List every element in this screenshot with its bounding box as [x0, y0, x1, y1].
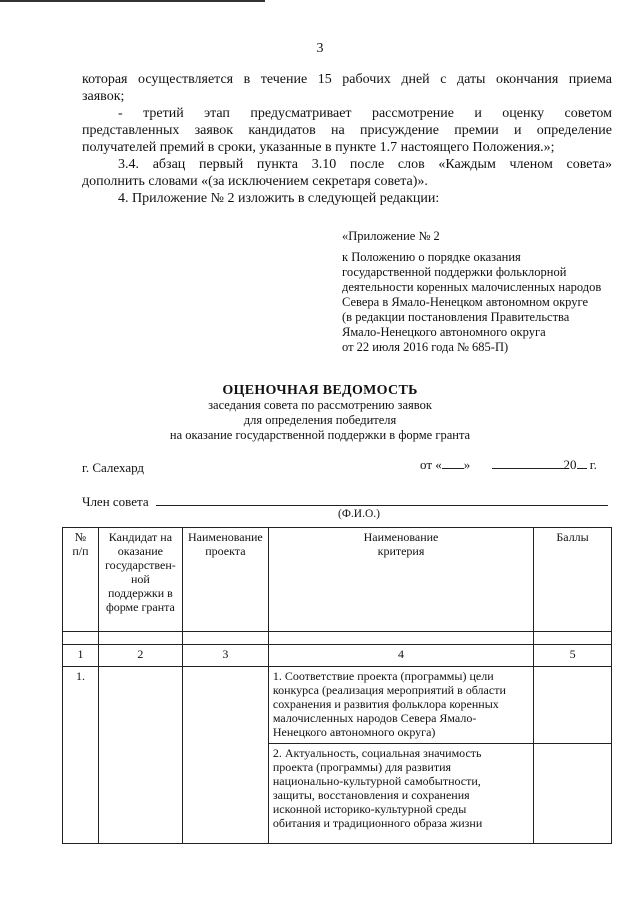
spacer-cell [63, 632, 99, 645]
col-number: 5 [534, 645, 612, 667]
table-row [63, 667, 612, 744]
appendix-line: Ямало-Ненецкого автономного округа [342, 325, 546, 339]
criterion-cell: 2. Актуальность, социальная значимость проекта (программы) для развития национально-культурной самобытности, защиты, восстановления и сохранения исконной историко-культурной среды обитания и традиционного образа жизни [268, 744, 533, 844]
date-field [420, 456, 597, 473]
date-month-blank[interactable] [492, 456, 564, 469]
evaluation-table [62, 527, 612, 844]
form-title: ОЦЕНОЧНАЯ ВЕДОМОСТЬ [222, 383, 418, 398]
row-num: 1. [63, 667, 99, 844]
member-name-blank[interactable] [156, 505, 608, 506]
body-line: заявок; [82, 89, 125, 104]
body-line: дополнить словами «(за исключением секретаря совета)». [82, 174, 428, 189]
table-header-row [63, 528, 612, 632]
body-line: - третий этап предусматривает рассмотрение и оценку советом [118, 106, 612, 121]
spacer-cell [98, 632, 182, 645]
appendix-line: к Положению о порядке оказания [342, 250, 521, 264]
date-day-blank[interactable] [442, 456, 464, 469]
spacer-cell [534, 632, 612, 645]
date-mid: » [463, 457, 471, 472]
col-number: 1 [63, 645, 99, 667]
body-text [82, 71, 612, 207]
appendix-block [342, 229, 612, 355]
form-subtitle [0, 398, 640, 443]
date-suffix: г. [589, 457, 597, 472]
header-score: Баллы [534, 528, 612, 632]
column-number-row [63, 645, 612, 667]
header-candidate: Кандидат на оказание государствен- ной поддержки в форме гранта [98, 528, 182, 632]
date-year: 20 [563, 457, 577, 472]
table-spacer-row [63, 632, 612, 645]
appendix-line: (в редакции постановления Правительства [342, 310, 570, 324]
appendix-line: Севера в Ямало-Ненецком автономном округе [342, 295, 589, 309]
header-num: № п/п [63, 528, 99, 632]
date-prefix: от « [420, 457, 442, 472]
header-project: Наименование проекта [182, 528, 268, 632]
body-line: которая осуществляется в течение 15 рабочих дней с даты окончания приема [82, 72, 612, 87]
body-line: представленных заявок кандидатов на присуждение премии и определение [82, 123, 612, 138]
appendix-line: государственной поддержки фольклорной [342, 265, 567, 279]
header-criteria: Наименование критерия [268, 528, 533, 632]
score-cell[interactable] [534, 744, 612, 844]
col-number: 4 [268, 645, 533, 667]
col-number: 2 [98, 645, 182, 667]
col-number: 3 [182, 645, 268, 667]
spacer-cell [268, 632, 533, 645]
appendix-heading: «Приложение № 2 [342, 229, 440, 243]
member-label: Член совета [82, 494, 149, 509]
date-year-blank[interactable] [577, 456, 587, 469]
fio-label: (Ф.И.О.) [338, 508, 380, 520]
project-cell[interactable] [182, 667, 268, 844]
subtitle-line: заседания совета по рассмотрению заявок [208, 398, 432, 412]
body-line: 3.4. абзац первый пункта 3.10 после слов «Каждым членом совета» [118, 157, 612, 172]
score-cell[interactable] [534, 667, 612, 744]
subtitle-line: для определения победителя [243, 413, 397, 427]
top-rule [0, 0, 265, 2]
city-label: г. Салехард [82, 460, 145, 475]
body-line: 4. Приложение № 2 изложить в следующей редакции: [118, 191, 440, 206]
appendix-line: от 22 июля 2016 года № 685-П) [342, 340, 509, 354]
criterion-cell: 1. Соответствие проекта (программы) цели конкурса (реализация мероприятий в области сохранения и развития фольклора коренных малочисленных народов Севера Ямало- Ненецкого автономного округа) [268, 667, 533, 744]
page-number: 3 [316, 41, 324, 56]
appendix-line: деятельности коренных малочисленных народов [342, 280, 602, 294]
body-line: получателей премий в сроки, указанные в пункте 1.7 настоящего Положения.»; [82, 140, 555, 155]
subtitle-line: на оказание государственной поддержки в форме гранта [169, 428, 471, 442]
candidate-cell[interactable] [98, 667, 182, 844]
spacer-cell [182, 632, 268, 645]
